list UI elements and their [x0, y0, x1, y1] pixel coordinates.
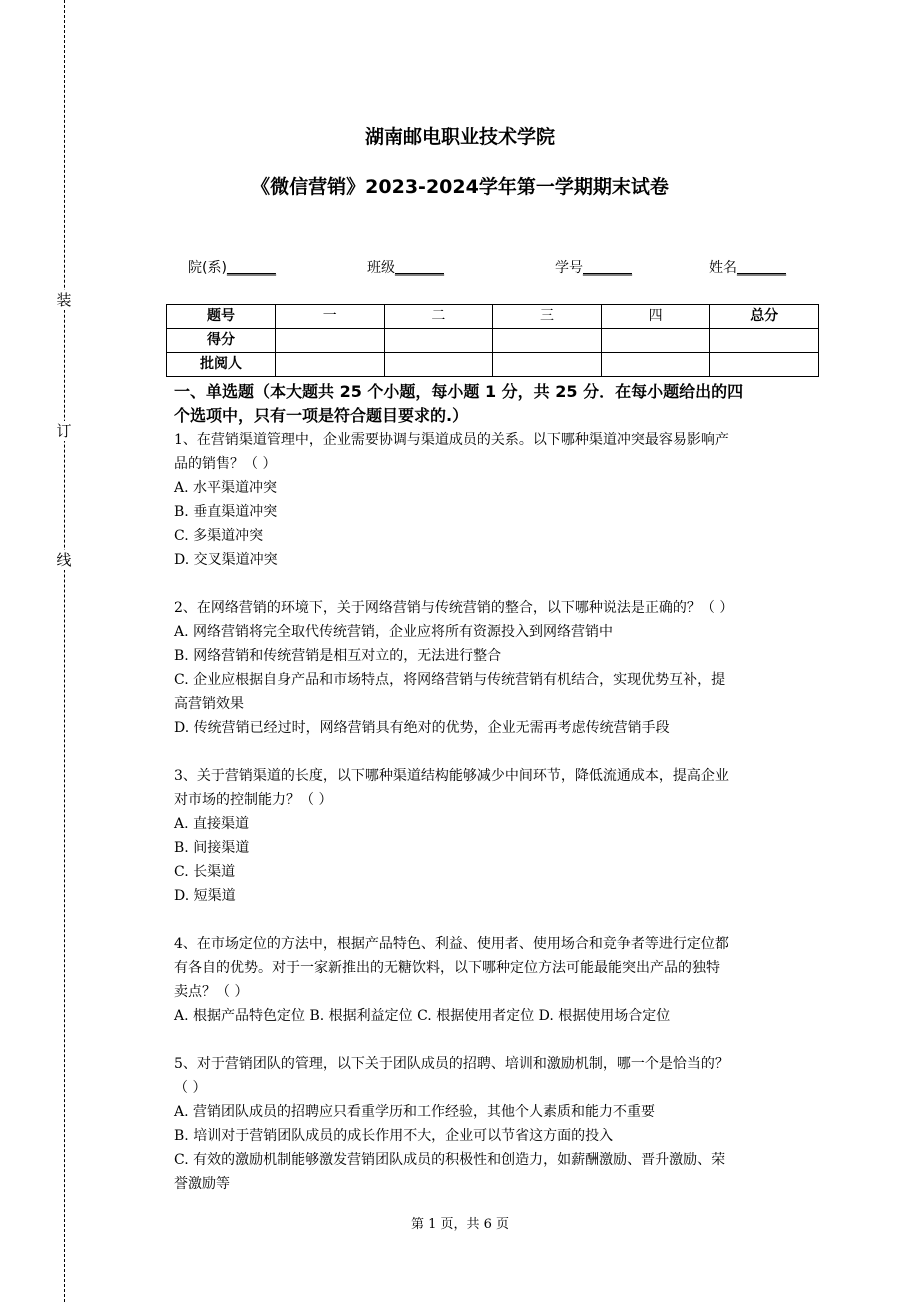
score-cell — [601, 329, 710, 353]
question-option: 誉激励等 — [174, 1176, 230, 1192]
question-stem: 4、在市场定位的方法中，根据产品特色、利益、使用者、使用场合和竞争者等进行定位都 — [174, 936, 729, 952]
question-option: A. 水平渠道冲突 — [174, 480, 278, 496]
reviewer-cell — [493, 353, 602, 377]
question-option: A. 直接渠道 — [174, 816, 250, 832]
score-header-cell: 题号 — [167, 305, 276, 329]
school-name: 湖南邮电职业技术学院 — [364, 126, 555, 148]
exam-content — [174, 380, 820, 1196]
score-row-label: 得分 — [167, 329, 276, 353]
question-option: A. 网络营销将完全取代传统营销，企业应将所有资源投入到网络营销中 — [174, 624, 614, 640]
info-student-id: 学号_______ — [555, 260, 632, 276]
exam-title: 《微信营销》2023-2024学年第一学期期末试卷 — [251, 176, 669, 198]
question-option: D. 传统营销已经过时，网络营销具有绝对的优势，企业无需再考虑传统营销手段 — [174, 720, 670, 736]
section-title: 一、单选题（本大题共 25 个小题，每小题 1 分，共 25 分．在每小题给出的四 — [174, 382, 744, 401]
question-stem: 2、在网络营销的环境下，关于网络营销与传统营销的整合，以下哪种说法是正确的？（ ） — [174, 600, 734, 616]
question-option: 高营销效果 — [174, 696, 244, 712]
question-stem: 5、对于营销团队的管理，以下关于团队成员的招聘、培训和激励机制，哪一个是恰当的？ — [174, 1056, 729, 1072]
reviewer-cell — [710, 353, 819, 377]
score-header-cell: 二 — [384, 305, 493, 329]
question-stem: 有各自的优势。对于一家新推出的无糖饮料，以下哪种定位方法可能最能突出产品的独特 — [174, 960, 720, 976]
info-name: 姓名_______ — [709, 260, 786, 276]
question-stem: 品的销售？（ ） — [174, 456, 277, 472]
section-title: 个选项中，只有一项是符合题目要求的.） — [174, 406, 469, 425]
question-option: B. 网络营销和传统营销是相互对立的，无法进行整合 — [174, 648, 502, 664]
question-option: D. 短渠道 — [174, 888, 236, 904]
question-stem: 对市场的控制能力？（ ） — [174, 792, 333, 808]
score-header-cell: 四 — [601, 305, 710, 329]
question-option: C. 多渠道冲突 — [174, 528, 264, 544]
reviewer-row-label: 批阅人 — [167, 353, 276, 377]
question-option: B. 垂直渠道冲突 — [174, 504, 278, 520]
score-header-cell: 总分 — [710, 305, 819, 329]
info-class: 班级_______ — [367, 260, 444, 276]
score-header-cell: 三 — [493, 305, 602, 329]
score-table — [166, 304, 819, 377]
question-option: A. 营销团队成员的招聘应只看重学历和工作经验，其他个人素质和能力不重要 — [174, 1104, 656, 1120]
binding-char-xian: 线 — [56, 551, 72, 569]
reviewer-cell — [276, 353, 385, 377]
score-cell — [493, 329, 602, 353]
question-stem: （ ） — [174, 1080, 207, 1096]
score-cell — [384, 329, 493, 353]
question-option: C. 长渠道 — [174, 864, 236, 880]
question-stem: 卖点？（ ） — [174, 984, 249, 1000]
binding-char-zhuang: 装 — [56, 291, 72, 309]
reviewer-row — [167, 353, 819, 377]
question-option: B. 培训对于营销团队成员的成长作用不大，企业可以节省这方面的投入 — [174, 1128, 614, 1144]
question-option: B. 间接渠道 — [174, 840, 250, 856]
reviewer-cell — [384, 353, 493, 377]
score-cell — [710, 329, 819, 353]
question-option: A. 根据产品特色定位 B. 根据利益定位 C. 根据使用者定位 D. 根据使用场合定位 — [174, 1008, 671, 1024]
score-row — [167, 329, 819, 353]
question-stem: 3、关于营销渠道的长度，以下哪种渠道结构能够减少中间环节，降低流通成本，提高企业 — [174, 768, 729, 784]
score-cell — [276, 329, 385, 353]
question-option: C. 企业应根据自身产品和市场特点，将网络营销与传统营销有机结合，实现优势互补，提 — [174, 672, 726, 688]
binding-char-ding: 订 — [56, 422, 72, 440]
question-stem: 1、在营销渠道管理中，企业需要协调与渠道成员的关系。以下哪种渠道冲突最容易影响产 — [174, 432, 729, 448]
reviewer-cell — [601, 353, 710, 377]
info-department: 院(系)_______ — [188, 260, 276, 276]
score-header-cell: 一 — [276, 305, 385, 329]
question-option: D. 交叉渠道冲突 — [174, 552, 278, 568]
question-option: C. 有效的激励机制能够激发营销团队成员的积极性和创造力，如薪酬激励、晋升激励、荣 — [174, 1152, 726, 1168]
score-table-header — [167, 305, 819, 329]
page-footer: 第 1 页，共 6 页 — [410, 1217, 510, 1232]
